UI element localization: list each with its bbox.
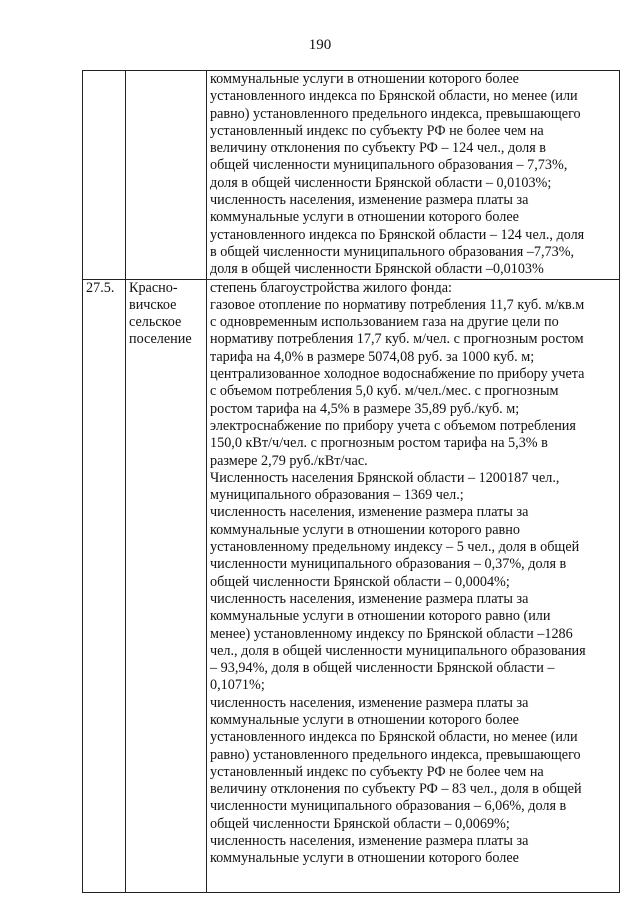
- text-line: численность населения, изменение размера платы за: [210, 192, 529, 209]
- text-line: численность населения, изменение размера платы за: [210, 504, 529, 521]
- text-line: доля в общей численности Брянской области – 0,0103%;: [210, 174, 552, 191]
- document-table: [82, 70, 620, 893]
- text-line: степень благоустройства жилого фонда:: [210, 279, 452, 296]
- text-line: численность населения, изменение размера платы за: [210, 590, 529, 607]
- text-line: общей численности муниципального образования – 7,73%,: [210, 157, 568, 174]
- text-line: в общей численности муниципального образования –7,73%,: [210, 243, 575, 260]
- text-line: коммунальные услуги в отношении которого более: [210, 850, 519, 867]
- text-line: равно) установленного предельного индекса, превышающего: [210, 746, 581, 763]
- text-line: установленного индекса по Брянской области, но менее (или: [210, 729, 578, 746]
- text-line: численность населения, изменение размера платы за: [210, 694, 529, 711]
- text-line: коммунальные услуги в отношении которого более: [210, 71, 519, 87]
- text-line: коммунальные услуги в отношении которого равно: [210, 521, 520, 538]
- text-line: ростом тарифа на 4,5% в размере 35,89 руб./куб. м;: [210, 400, 520, 417]
- text-line: с одновременным использованием газа на другие цели по: [210, 314, 559, 331]
- text-line: доля в общей численности Брянской области –0,0103%: [210, 261, 544, 278]
- text-line: величину отклонения по субъекту РФ – 124 чел., доля в: [210, 140, 546, 157]
- text-line: равно) установленного предельного индекса, превышающего: [210, 105, 581, 122]
- text-line: коммунальные услуги в отношении которого более: [210, 209, 519, 226]
- text-line: общей численности Брянской области – 0,0004%;: [210, 573, 510, 590]
- text-line: установленный индекс по субъекту РФ не более чем на: [210, 763, 544, 780]
- text-line: тарифа на 4,0% в размере 5074,08 руб. за 1000 куб. м;: [210, 348, 535, 365]
- description-cell: [207, 279, 620, 892]
- description-cell: [207, 71, 620, 280]
- text-line: численности муниципального образования – 6,06%, доля в: [210, 798, 567, 815]
- text-line: установленного индекса по Брянской области – 124 чел., доля: [210, 226, 585, 243]
- row-number-cell: [83, 71, 126, 280]
- text-line: чел., доля в общей численности муниципального образования: [210, 642, 586, 659]
- settlement-name-line: поселение: [129, 331, 192, 348]
- settlement-name-line: Красно-: [129, 279, 178, 296]
- text-line: коммунальные услуги в отношении которого равно (или: [210, 608, 551, 625]
- text-line: установленный индекс по субъекту РФ не более чем на: [210, 122, 544, 139]
- text-line: нормативу потребления 17,7 куб. м/чел. с прогнозным ростом: [210, 331, 584, 348]
- settlement-name-line: сельское: [129, 314, 182, 331]
- page-number: 190: [308, 37, 332, 53]
- text-line: установленного индекса по Брянской области, но менее (или: [210, 88, 578, 105]
- text-line: величину отклонения по субъекту РФ – 83 чел., доля в общей: [210, 781, 582, 798]
- settlement-name-cell: [126, 279, 207, 892]
- table-row: [83, 279, 620, 892]
- text-line: общей численности Брянской области – 0,0069%;: [210, 815, 510, 832]
- table-row: [83, 71, 620, 280]
- text-line: численность населения, изменение размера платы за: [210, 833, 529, 850]
- text-line: 0,1071%;: [210, 677, 265, 694]
- text-line: муниципального образования – 1369 чел.;: [210, 487, 464, 504]
- text-line: размере 2,79 руб./кВт/час.: [210, 452, 368, 469]
- text-line: установленному предельному индексу – 5 чел., доля в общей: [210, 539, 580, 556]
- settlement-name-cell: [126, 71, 207, 280]
- settlement-name-line: вичское: [129, 296, 177, 313]
- text-line: численности муниципального образования – 0,37%, доля в: [210, 556, 567, 573]
- text-line: коммунальные услуги в отношении которого более: [210, 711, 519, 728]
- row-number-cell: 27.5.: [83, 279, 126, 892]
- text-line: с объемом потребления 5,0 куб. м/чел./мес. с прогнозным: [210, 383, 559, 400]
- text-line: Численность населения Брянской области – 1200187 чел.,: [210, 469, 560, 486]
- text-line: электроснабжение по прибору учета с объемом потребления: [210, 417, 576, 434]
- text-line: газовое отопление по нормативу потребления 11,7 куб. м/кв.м: [210, 296, 585, 313]
- text-line: менее) установленному индексу по Брянской области –1286: [210, 625, 573, 642]
- text-line: 150,0 кВт/ч/чел. с прогнозным ростом тарифа на 5,3% в: [210, 435, 548, 452]
- text-line: – 93,94%, доля в общей численности Брянской области –: [210, 660, 555, 677]
- text-line: централизованное холодное водоснабжение по прибору учета: [210, 366, 585, 383]
